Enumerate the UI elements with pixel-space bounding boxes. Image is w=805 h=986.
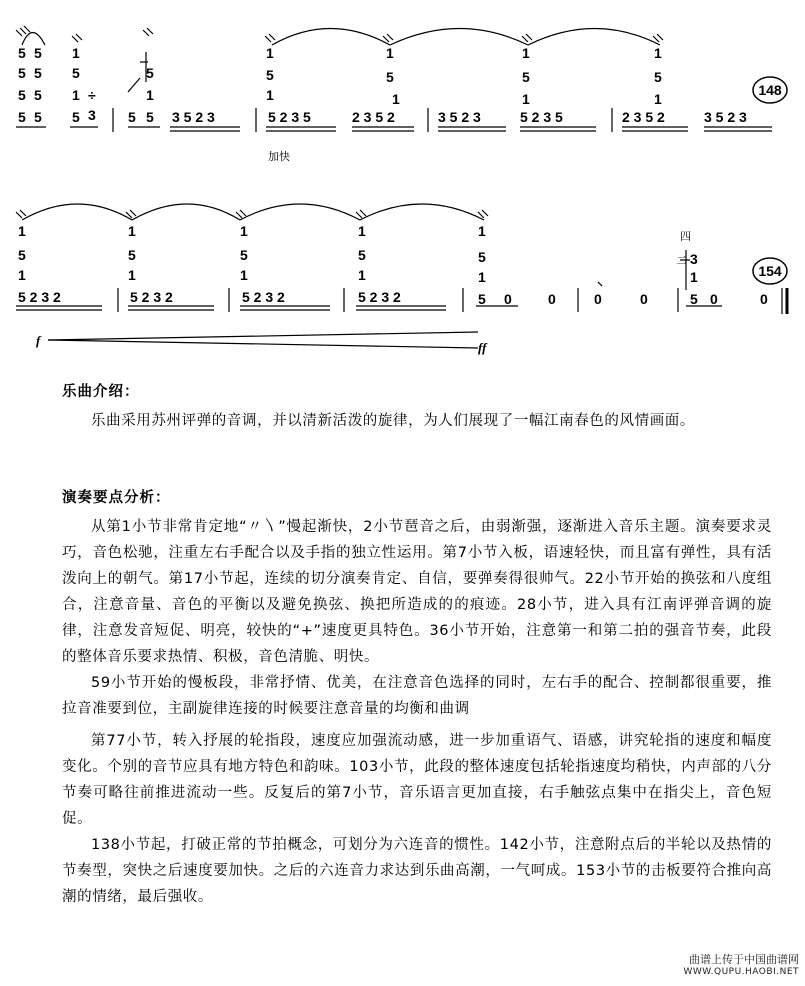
- analysis-body: [62, 514, 772, 910]
- finger-mark-two: 二: [676, 255, 687, 267]
- svg-text:1: 1: [392, 91, 400, 107]
- analysis-heading: 演奏要点分析：: [62, 490, 171, 506]
- svg-text:5: 5: [34, 65, 42, 81]
- intro-heading: 乐曲介绍：: [62, 384, 140, 400]
- svg-text:0: 0: [760, 291, 768, 307]
- svg-text:5 2 3 2: 5 2 3 2: [358, 289, 401, 305]
- finger-mark-four: 四: [680, 231, 691, 243]
- analysis-paragraph: 从第1小节非常肯定地“〃〵”慢起渐快，2小节琶音之后，由弱渐强，逐渐进入音乐主题。演奏要求灵巧，音色松驰，注重左右手配合以及手指的独立性运用。第7小节入板，语速轻快，而且富有弹性，具有活泼向上的朝气。第17小节起，连续的切分演奏肯定、自信，要弹奏得很帅气。22小节开始的换弦和八度组合，注意音量、音色的平衡以及避免换弦、换把所造成的的痕迹。28小节，进入具有江南评弹音调的旋律，注意发音短促、明亮，较快的“+”速度更具特色。36小节开始，注意第一和第二拍的强音节奏，此段的整体音乐要求热情、积极，音色清脆、明快。: [62, 519, 772, 665]
- intro-paragraph: 乐曲采用苏州评弹的音调，并以清新活泼的旋律，为人们展现了一幅江南春色的风情画面。: [91, 413, 695, 429]
- svg-text:0: 0: [548, 291, 556, 307]
- svg-text:5: 5: [478, 249, 486, 265]
- svg-text:5: 5: [386, 69, 394, 85]
- svg-text:1: 1: [358, 267, 366, 283]
- svg-text:5: 5: [478, 291, 486, 307]
- svg-text:1: 1: [72, 87, 80, 103]
- svg-text:1: 1: [654, 45, 662, 61]
- svg-text:5: 5: [128, 109, 136, 125]
- svg-text:1: 1: [128, 267, 136, 283]
- svg-text:5: 5: [146, 65, 154, 81]
- svg-text:1: 1: [478, 269, 486, 285]
- svg-text:5: 5: [34, 45, 42, 61]
- svg-text:1: 1: [690, 269, 698, 285]
- analysis-paragraph: 59小节开始的慢板段，非常抒情、优美，在注意音色选择的同时，左右手的配合、控制都很重要，推拉音准要到位，主副旋律连接的时候要注意音量的均衡和曲调: [62, 675, 772, 717]
- svg-text:÷: ÷: [88, 87, 96, 103]
- svg-text:0: 0: [504, 291, 512, 307]
- tempo-marking: 加快: [268, 151, 290, 163]
- svg-text:5: 5: [18, 45, 26, 61]
- svg-text:2 3 5 2: 2 3 5 2: [622, 109, 665, 125]
- svg-text:5 2 3 5: 5 2 3 5: [268, 109, 311, 125]
- svg-text:5: 5: [128, 247, 136, 263]
- svg-text:1: 1: [386, 45, 394, 61]
- svg-text:2 3 5 2: 2 3 5 2: [352, 109, 395, 125]
- svg-text:5 2 3 2: 5 2 3 2: [18, 289, 61, 305]
- svg-text:1: 1: [522, 45, 530, 61]
- svg-text:1: 1: [654, 91, 662, 107]
- svg-text:1: 1: [128, 223, 136, 239]
- measure-number-148: 148: [758, 82, 782, 98]
- svg-text:5: 5: [266, 67, 274, 83]
- svg-text:1: 1: [146, 87, 154, 103]
- measure-number-154: 154: [758, 263, 782, 279]
- svg-text:3: 3: [690, 251, 698, 267]
- dynamic-fortissimo: ff: [478, 340, 487, 355]
- analysis-paragraph: 第77小节，转入抒展的轮指段，速度应加强流动感，进一步加重语气、语感，讲究轮指的速度和幅度变化。个别的音节应具有地方特色和韵味。103小节，此段的整体速度包括轮指速度均稍快，内声部的八分节奏可略往前推进流动一些。反复后的第7小节，音乐语言更加直接，右手触弦点集中在指尖上，音色短促。: [62, 733, 772, 827]
- watermark-line-1: 曲谱上传于中国曲谱网: [689, 953, 799, 966]
- svg-text:5: 5: [72, 65, 80, 81]
- svg-text:5: 5: [34, 87, 42, 103]
- svg-text:3 5 2 3: 3 5 2 3: [704, 109, 747, 125]
- svg-text:5: 5: [240, 247, 248, 263]
- svg-text:1: 1: [266, 45, 274, 61]
- dynamic-forte: f: [36, 333, 41, 348]
- svg-text:5: 5: [146, 109, 154, 125]
- site-watermark: [683, 954, 799, 978]
- svg-text:3: 3: [88, 107, 96, 123]
- svg-text:1: 1: [18, 267, 26, 283]
- svg-text:0: 0: [640, 291, 648, 307]
- svg-text:1: 1: [240, 267, 248, 283]
- svg-text:5: 5: [358, 247, 366, 263]
- svg-text:1: 1: [358, 223, 366, 239]
- svg-text:5: 5: [18, 109, 26, 125]
- svg-text:5 2 3 2: 5 2 3 2: [130, 289, 173, 305]
- svg-text:3 5 2 3: 3 5 2 3: [172, 109, 215, 125]
- svg-text:5: 5: [18, 247, 26, 263]
- svg-text:1: 1: [18, 223, 26, 239]
- svg-text:5: 5: [690, 291, 698, 307]
- svg-text:5: 5: [654, 69, 662, 85]
- svg-text:5 2 3 5: 5 2 3 5: [520, 109, 563, 125]
- svg-text:5: 5: [34, 109, 42, 125]
- svg-text:3 5 2 3: 3 5 2 3: [438, 109, 481, 125]
- score-svg: [0, 0, 805, 370]
- analysis-paragraph: 138小节起，打破正常的节拍概念，可划分为六连音的惯性。142小节，注意附点后的半轮以及热情的节奏型，突快之后速度要加快。之后的六连音力求达到乐曲高潮，一气呵成。153小节的击板要符合推向高潮的情绪，最后强收。: [62, 837, 772, 905]
- svg-text:0: 0: [594, 291, 602, 307]
- watermark-line-2: WWW.QUPU.HAOBI.NET: [683, 967, 799, 977]
- svg-text:1: 1: [522, 91, 530, 107]
- svg-text:1: 1: [478, 223, 486, 239]
- jianpu-score: [0, 0, 805, 370]
- svg-text:1: 1: [266, 87, 274, 103]
- svg-text:1: 1: [72, 45, 80, 61]
- svg-text:1: 1: [240, 223, 248, 239]
- svg-text:5: 5: [18, 87, 26, 103]
- intro-body: [62, 408, 772, 434]
- svg-text:5 2 3 2: 5 2 3 2: [242, 289, 285, 305]
- svg-text:5: 5: [522, 69, 530, 85]
- svg-text:0: 0: [710, 291, 718, 307]
- svg-text:5: 5: [72, 109, 80, 125]
- svg-text:5: 5: [18, 65, 26, 81]
